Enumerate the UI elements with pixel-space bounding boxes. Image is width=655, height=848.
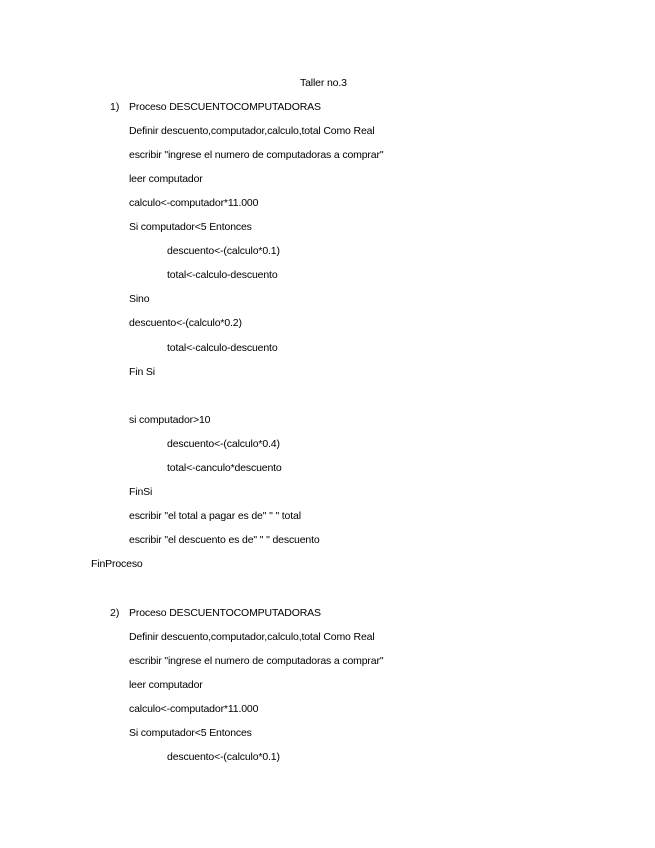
code-line: descuento<-(calculo*0.1) <box>167 245 280 257</box>
code-line: descuento<-(calculo*0.1) <box>167 751 280 763</box>
code-line: FinSi <box>129 486 153 498</box>
code-line: total<-canculo*descuento <box>167 462 282 474</box>
code-line: calculo<-computador*11.000 <box>129 197 259 209</box>
code-line: descuento<-(calculo*0.4) <box>167 438 280 450</box>
code-line: Definir descuento,computador,calculo,total Como Real <box>129 631 375 643</box>
code-line: leer computador <box>129 173 203 185</box>
section-2-number: 2) <box>110 607 120 619</box>
document-title: Taller no.3 <box>300 77 347 89</box>
code-line: Si computador<5 Entonces <box>129 727 252 739</box>
code-line: escribir "ingrese el numero de computadoras a comprar" <box>129 655 384 667</box>
code-line: Definir descuento,computador,calculo,total Como Real <box>129 125 375 137</box>
code-line: escribir "el descuento es de" " " descuento <box>129 534 320 546</box>
code-line: FinProceso <box>91 558 143 570</box>
code-line: escribir "ingrese el numero de computadoras a comprar" <box>129 149 384 161</box>
code-line: si computador>10 <box>129 414 211 426</box>
code-line: escribir "el total a pagar es de" " " total <box>129 510 301 522</box>
code-line: Fin Si <box>129 366 155 378</box>
code-line: total<-calculo-descuento <box>167 269 278 281</box>
code-line: descuento<-(calculo*0.2) <box>129 317 242 329</box>
code-line: Si computador<5 Entonces <box>129 221 252 233</box>
code-line: Sino <box>129 293 150 305</box>
section-1-number: 1) <box>110 101 120 113</box>
code-line: Proceso DESCUENTOCOMPUTADORAS <box>129 607 321 619</box>
code-line: total<-calculo-descuento <box>167 342 278 354</box>
code-line: leer computador <box>129 679 203 691</box>
code-line: calculo<-computador*11.000 <box>129 703 259 715</box>
code-line: Proceso DESCUENTOCOMPUTADORAS <box>129 101 321 113</box>
